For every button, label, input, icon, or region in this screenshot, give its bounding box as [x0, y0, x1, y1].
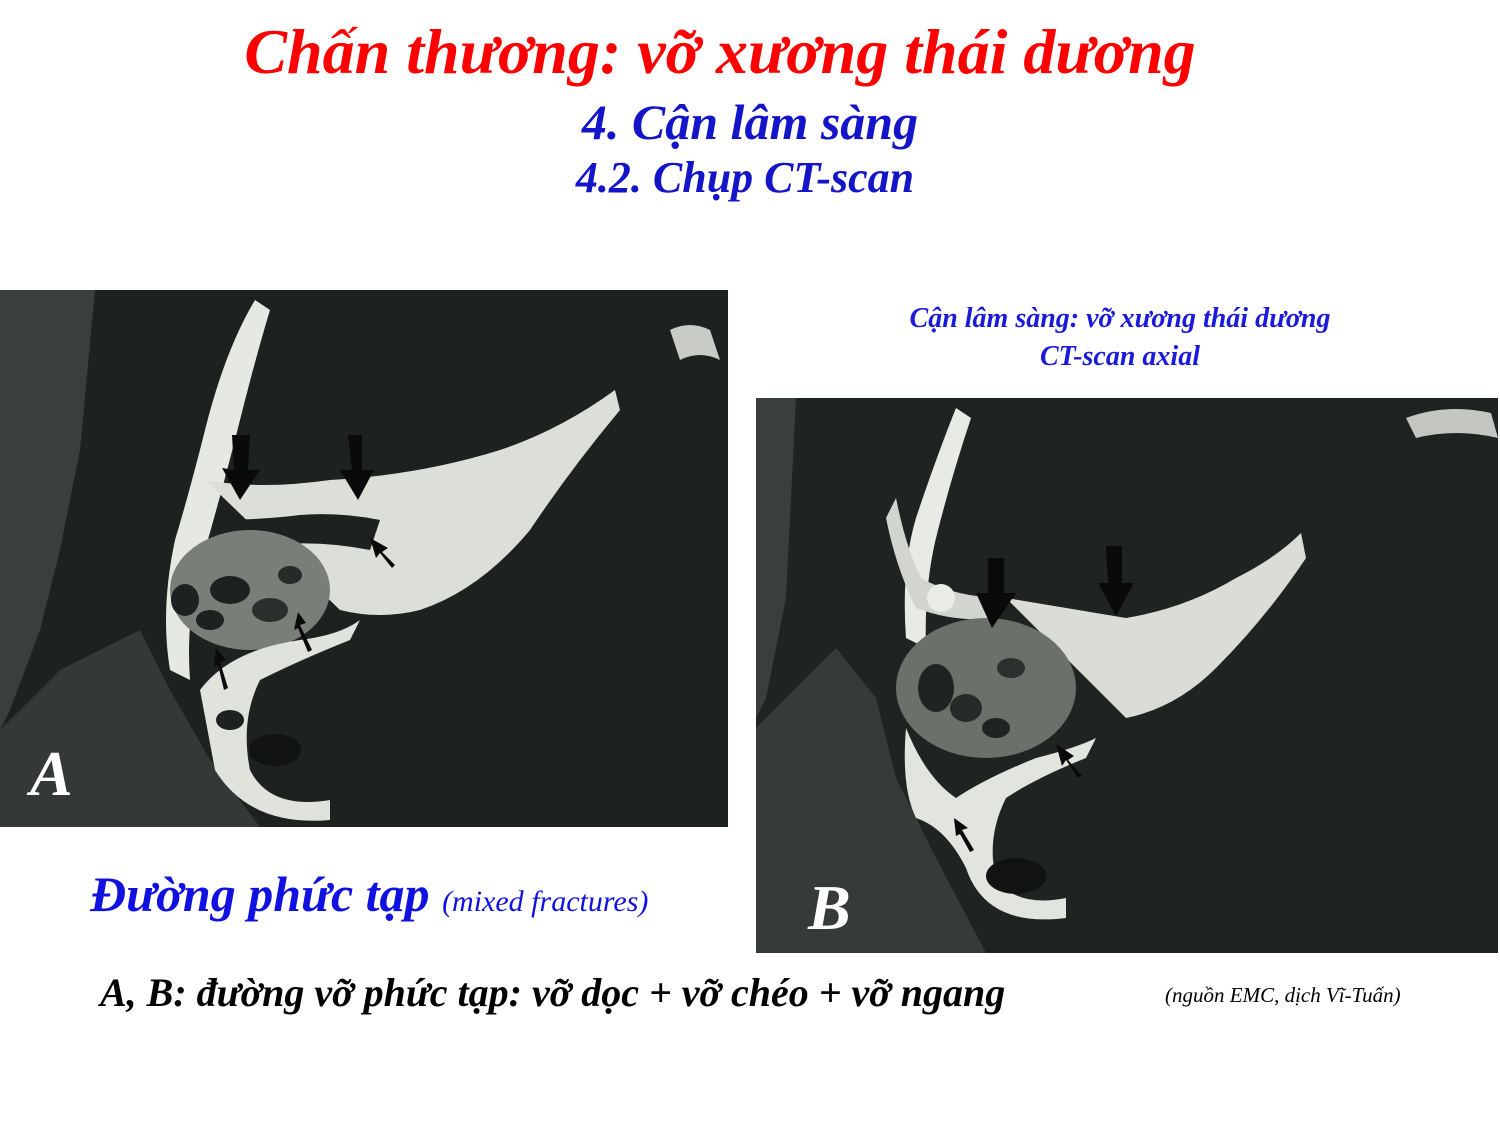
summary-note: A, B: đường vỡ phức tạp: vỡ dọc + vỡ chéo + vỡ ngang — [100, 970, 1006, 1015]
subsection-heading: 4.2. Chụp CT-scan — [575, 153, 915, 202]
slide-title: Chấn thương: vỡ xương thái dương — [244, 16, 1196, 87]
fracture-type-caption — [90, 862, 648, 934]
source-note: (nguồn EMC, dịch Vĩ-Tuấn) — [1165, 983, 1401, 1007]
fracture-type-main: Đường phức tạp — [90, 866, 430, 922]
ct-scan-b-drawing — [756, 398, 1498, 953]
scan-a-label: A — [30, 738, 73, 809]
right-caption — [840, 300, 1400, 376]
scan-b-label: B — [808, 872, 851, 943]
right-caption-line1: Cận lâm sàng: vỡ xương thái dương — [909, 303, 1331, 334]
ct-scan-a-drawing — [0, 290, 728, 827]
ct-scan-image-a — [0, 290, 728, 827]
fracture-type-english: (mixed fractures) — [442, 885, 649, 918]
ct-scan-image-b — [756, 398, 1498, 953]
right-caption-line2: CT-scan axial — [1040, 341, 1200, 372]
section-heading: 4. Cận lâm sàng — [581, 94, 919, 150]
